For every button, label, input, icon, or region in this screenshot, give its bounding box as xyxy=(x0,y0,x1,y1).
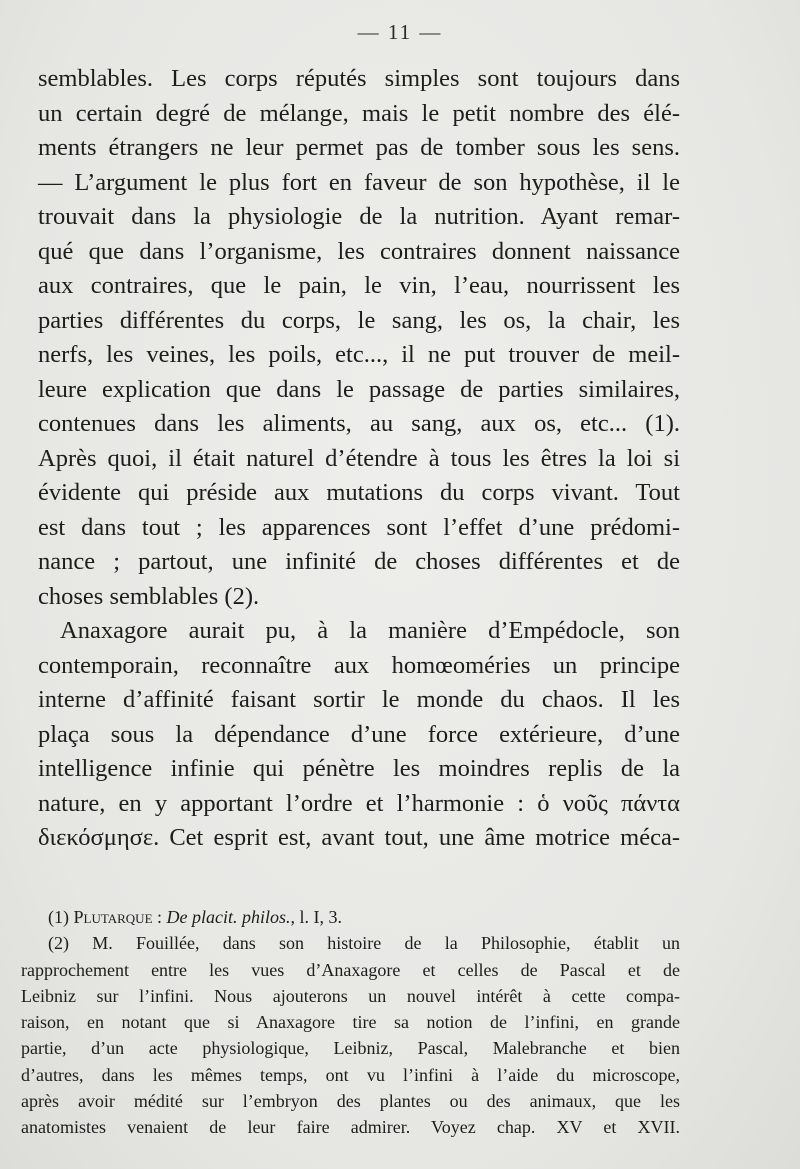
footnote-reference: , l. I, 3. xyxy=(290,907,343,927)
text-line: interne d’affinité faisant sortir le monde du chaos. Il les xyxy=(38,686,680,713)
footnotes xyxy=(21,904,680,1141)
text-line: aux contraires, que le pain, le vin, l’eau, nourrissent les xyxy=(38,272,680,299)
text-line: Anaxagore aurait pu, à la manière d’Empédocle, son xyxy=(60,617,680,644)
text-line: διεκόσμησε. Cet esprit est, avant tout, une âme motrice méca- xyxy=(38,824,680,851)
text-line: trouvait dans la physiologie de la nutrition. Ayant remar- xyxy=(38,203,680,230)
footnote-2-line: raison, en notant que si Anaxagore tire sa notion de l’infini, en grande xyxy=(21,1012,680,1033)
text-line: contemporain, reconnaître aux homœoméries un principe xyxy=(38,651,680,679)
text-line: semblables. Les corps réputés simples sont toujours dans xyxy=(38,65,680,92)
footnote-title: De placit. philos. xyxy=(166,907,291,927)
text-line: leure explication que dans le passage de parties similaires, xyxy=(38,375,680,403)
text-line: parties différentes du corps, le sang, les os, la chair, les xyxy=(38,306,680,334)
footnote-author: Plutarque xyxy=(73,907,153,927)
body-text xyxy=(38,62,680,856)
footnote-2-line: rapprochement entre les vues d’Anaxagore et celles de Pascal et de xyxy=(21,959,680,980)
footnote-separator: : xyxy=(157,907,163,927)
text-line: choses semblables (2). xyxy=(38,582,260,610)
text-line: nature, en y apportant l’ordre et l’harmonie : ὁ νοῦς πάντα xyxy=(38,789,680,817)
text-line: contenues dans les aliments, au sang, aux os, etc... (1). xyxy=(38,410,680,437)
text-line: nerfs, les veines, les poils, etc..., il ne put trouver de meil- xyxy=(38,341,680,368)
text-line: ments étrangers ne leur permet pas de tomber sous les sens. xyxy=(38,134,680,161)
page-number: — 11 — xyxy=(357,20,443,44)
footnote-2-line: partie, d’un acte physiologique, Leibniz, Pascal, Malebranche et bien xyxy=(21,1038,680,1059)
text-line: évidente qui préside aux mutations du corps vivant. Tout xyxy=(38,479,680,506)
text-line: intelligence infinie qui pénètre les moindres replis de la xyxy=(38,755,680,782)
text-line: est dans tout ; les apparences sont l’effet d’une prédomi- xyxy=(38,513,680,541)
text-line: nance ; partout, une infinité de choses différentes et de xyxy=(38,548,680,575)
footnote-2-line: après avoir médité sur l’embryon des plantes ou des animaux, que les xyxy=(21,1091,680,1112)
text-line: plaça sous la dépendance d’une force extérieure, d’une xyxy=(38,720,680,748)
footnote-2-line: anatomistes venaient de leur faire admirer. Voyez chap. XV et XVII. xyxy=(21,1117,680,1138)
footnote-2-line: Leibniz sur l’infini. Nous ajouterons un nouvel intérêt à cette compa- xyxy=(21,985,680,1006)
text-line: — L’argument le plus fort en faveur de son hypothèse, il le xyxy=(38,168,680,196)
text-line: qué que dans l’organisme, les contraires donnent naissance xyxy=(38,237,680,265)
text-line: un certain degré de mélange, mais le petit nombre des élé- xyxy=(38,99,680,127)
footnote-2-line: (2) M. Fouillée, dans son histoire de la Philosophie, établit un xyxy=(48,933,680,954)
text-line: Après quoi, il était naturel d’étendre à tous les êtres la loi si xyxy=(38,444,680,472)
footnote-1 xyxy=(48,904,680,930)
footnote-2-line: d’autres, dans les mêmes temps, ont vu l’infini à l’aide du microscope, xyxy=(21,1064,680,1085)
footnote-marker: (1) xyxy=(48,907,69,927)
